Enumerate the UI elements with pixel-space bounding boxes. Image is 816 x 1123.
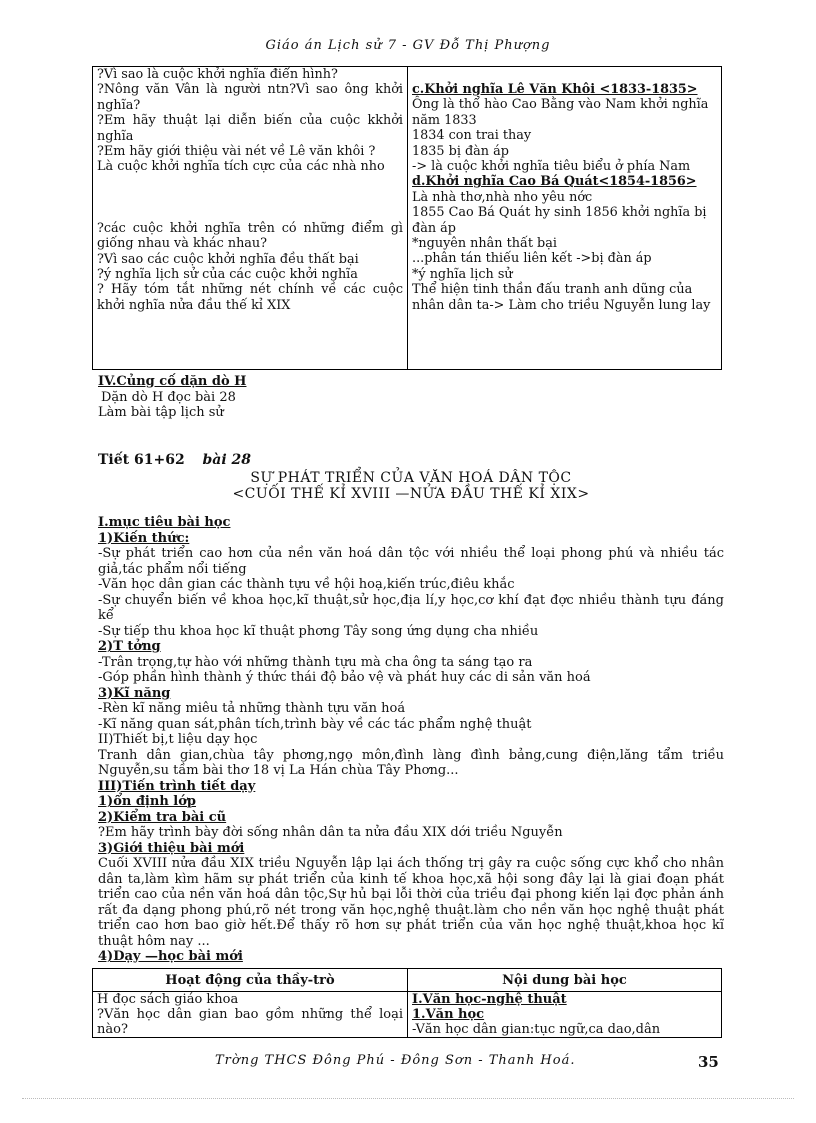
lesson-table-bottom (92, 968, 722, 1038)
content-cell (408, 992, 722, 1038)
question-line: ? Hãy tóm tắt những nét chính về các cuộc khởi nghĩa nửa đầu thế kỉ XIX (97, 282, 403, 313)
section-heading: d.Khởi nghĩa Cao Bá Quát<1854-1856> (412, 174, 697, 190)
column-header: Hoạt động của thầy-trò (93, 969, 408, 992)
content-line: 1855 Cao Bá Quát hy sinh 1856 khởi nghĩa bị đàn áp (412, 205, 707, 236)
question-line: ?ý nghĩa lịch sử của các cuộc khởi nghĩa (97, 267, 358, 283)
page-footer: Trờng THCS Đông Phú - Đông Sơn - Thanh Hoá. (215, 1053, 576, 1068)
teacher-student-cell (93, 992, 408, 1038)
body-line: -Sự phát triển cao hơn của nền văn hoá dân tộc với nhiều thể loại phong phú và nhiều tác giả,tác phẩm nổi tiếng (98, 546, 724, 577)
body-line: -Rèn kĩ năng miêu tả những thành tựu văn hoá (98, 701, 406, 716)
content-line: ...phân tán thiếu liên kết ->bị đàn áp (412, 251, 652, 267)
content-line: *ý nghĩa lịch sử (412, 266, 513, 282)
content-column (408, 67, 722, 370)
content-line: Thể hiện tinh thần đấu tranh anh dũng của nhân dân ta-> Làm cho triều Nguyễn lung lay (412, 282, 711, 313)
body-paragraph: Cuối XVIII nửa đầu XIX triều Nguyễn lập lại ách thống trị gây ra cuộc sống cực khổ cho nhân dân ta,làm kìm hãm sự phát triển của kinh tế khoa học,xã hội song đây lại là giai đoạn phát triển cao của nền văn hoá dân tộc,Sự hủ bại lỗi thời của triều đại phong kiến lại đợc phản ánh rất đa dạng phong phú,rõ nét trong văn học,nghệ thuật.làm cho nền văn học nghệ thuật phát triển cao hơn bao giờ hết.Để thấy rõ hơn sự phát triển của văn học nghệ thuật,khoa học kĩ thuật hôm nay ... (98, 856, 724, 949)
review-section (98, 374, 724, 421)
lesson-bai: bài 28 (202, 452, 252, 468)
question-line: ?các cuộc khởi nghĩa trên có những điểm gì giống nhau và khác nhau? (97, 220, 403, 252)
skills-heading: 3)Kĩ năng (98, 685, 171, 701)
page-header: Giáo án Lịch sử 7 - GV Đỗ Thị Phượng (265, 38, 551, 53)
lesson-title (98, 470, 724, 502)
review-old-heading: 2)Kiểm tra bài cũ (98, 809, 227, 825)
question-line: ?Em hãy giới thiệu vài nét về Lê văn khôi ? (97, 144, 376, 160)
body-line: -Sự chuyển biến về khoa học,kĩ thuật,sử học,địa lí,y học,cơ khí đạt đợc nhiều thành tựu đáng kể (98, 592, 724, 623)
body-line: -Trân trọng,tự hào với những thành tựu mà cha ông ta sáng tạo ra (98, 654, 533, 670)
question-line: ?Nông văn Vân là người ntn?Vì sao ông khởi nghĩa? (97, 82, 403, 113)
equipment-heading: II)Thiết bị,t liệu dạy học (98, 732, 258, 747)
content-line: -> là cuộc khởi nghĩa tiêu biểu ở phía Nam (412, 159, 691, 175)
cell-heading: I.Văn học-nghệ thuật (412, 992, 567, 1007)
ideology-heading: 2)T tởng (98, 639, 161, 654)
objectives-heading: I.mục tiêu bài học (98, 515, 231, 530)
body-line: -Văn học dân gian các thành tựu về hội hoạ,kiến trúc,điêu khắc (98, 577, 515, 592)
lesson-title-line: SỰ PHÁT TRIỂN CỦA VĂN HOÁ DÂN TỘC (250, 470, 572, 486)
question-line: Là cuộc khởi nghĩa tích cực của các nhà nho (97, 159, 385, 175)
content-line: Ông là thổ hào Cao Bằng vào Nam khởi nghĩa năm 1833 (412, 97, 709, 128)
procedure-heading: III)Tiến trình tiết dạy (98, 778, 256, 794)
cell-line: H đọc sách giáo khoa (97, 992, 239, 1007)
body-line: -Góp phần hình thành ý thức thái độ bảo vệ và phát huy các di sản văn hoá (98, 670, 591, 685)
teaching-heading: 4)Dạy —học bài mới (98, 949, 243, 964)
class-stabilize-heading: 1)ổn định lớp (98, 794, 197, 809)
content-line: 1835 bị đàn áp (412, 143, 509, 159)
cell-heading: 1.Văn học (412, 1007, 485, 1022)
page-divider (22, 1098, 794, 1099)
page-number: 35 (698, 1053, 719, 1071)
lesson-body (98, 515, 724, 965)
lesson-table-top (92, 66, 722, 370)
content-line: *nguyên nhân thất bại (412, 236, 557, 252)
section-heading: c.Khởi nghĩa Lê Văn Khôi <1833-1835> (412, 82, 698, 97)
review-line: Làm bài tập lịch sử (98, 405, 224, 420)
knowledge-heading: 1)Kiến thức: (98, 530, 190, 546)
body-line: -Kĩ năng quan sát,phân tích,trình bày về các tác phẩm nghệ thuật (98, 716, 532, 732)
body-line: -Sự tiếp thu khoa học kĩ thuật phơng Tây song ứng dụng cha nhiều (98, 623, 539, 639)
teacher-student-column (93, 67, 408, 370)
body-line: Tranh dân gian,chùa tây phơng,ngọ môn,đình làng đình bảng,cung điện,lăng tẩm triều Nguyễn,su tầm bài thơ 18 vị La Hán chùa Tây Phơng... (98, 747, 724, 778)
cell-line: ?Văn học dân gian bao gồm những thể loại nào? (97, 1007, 403, 1037)
lesson-title-line: <CUỐI THẾ KỈ XVIII —NỬA ĐẦU THẾ KỈ XIX> (232, 486, 590, 502)
content-line: Là nhà thơ,nhà nho yêu nớc (412, 189, 593, 205)
review-line: Dặn dò H đọc bài 28 (101, 389, 236, 405)
column-header: Nội dung bài học (408, 969, 722, 992)
intro-heading: 3)Giới thiệu bài mới (98, 840, 245, 856)
review-heading: IV.Củng cố dặn dò H (98, 374, 247, 389)
question-line: ?Em hãy thuật lại diễn biến của cuộc kkhởi nghĩa (97, 113, 403, 144)
lesson-label (98, 453, 724, 469)
question-line: ?Vì sao là cuộc khởi nghĩa điển hình? (97, 67, 338, 82)
cell-line: -Văn học dân gian:tục ngữ,ca dao,dân (412, 1022, 661, 1037)
lesson-number: Tiết 61+62 (98, 452, 185, 468)
content-line: 1834 con trai thay (412, 128, 532, 144)
body-line: ?Em hãy trình bày đời sống nhân dân ta nửa đầu XIX dới triều Nguyễn (98, 825, 563, 840)
question-line: ?Vì sao các cuộc khởi nghĩa đều thất bại (97, 251, 359, 267)
